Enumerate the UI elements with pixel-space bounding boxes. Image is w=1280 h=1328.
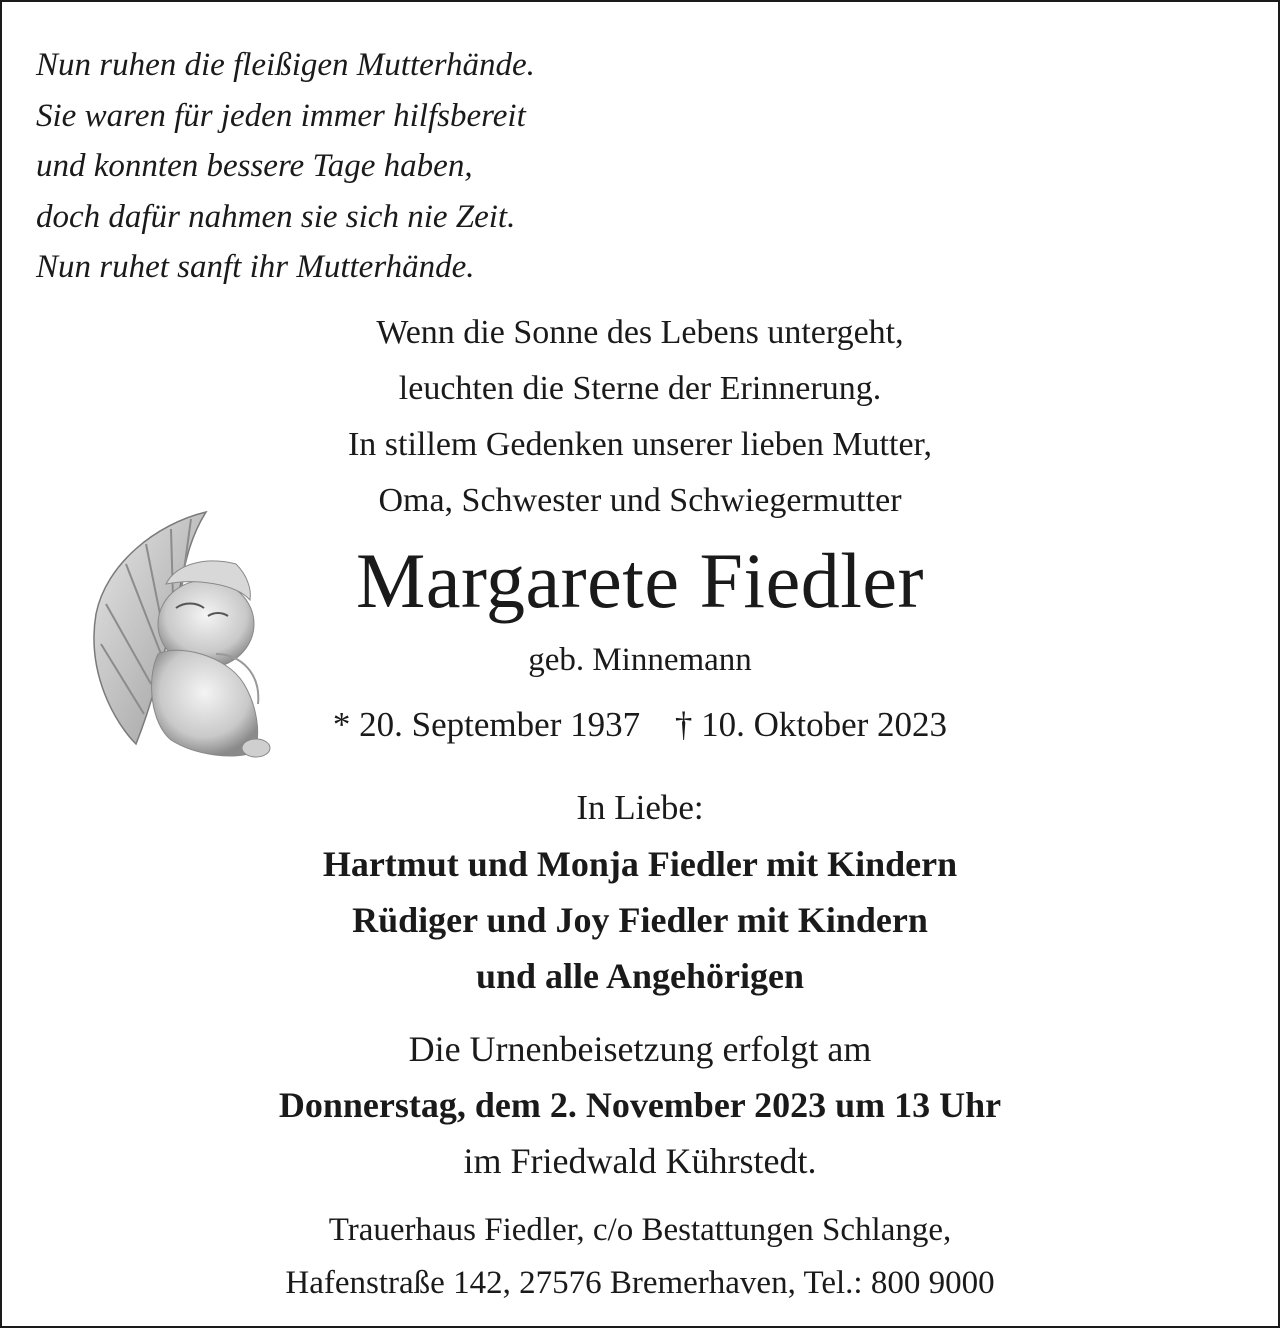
quote-line: Oma, Schwester und Schwiegermutter <box>378 482 902 519</box>
quote-line: Wenn die Sonne des Lebens untergeht, <box>376 314 904 351</box>
poem-line: Nun ruhen die fleißigen Mutterhände. <box>36 47 535 83</box>
contact-info <box>0 1204 1280 1310</box>
quote-line: leuchten die Sterne der Erinnerung. <box>398 370 882 407</box>
birth-name: geb. Minnemann <box>528 642 752 678</box>
life-dates <box>0 700 1280 750</box>
poem-line: Sie waren für jeden immer hilfsbereit <box>36 97 526 134</box>
burial-intro: Die Urnenbeisetzung erfolgt am <box>408 1029 872 1069</box>
mourner-line: Rüdiger und Joy Fiedler mit Kindern <box>352 900 928 940</box>
poem <box>36 40 535 293</box>
deceased-name: Margarete Fiedler <box>356 537 924 624</box>
quote-line: In stillem Gedenken unserer lieben Mutter, <box>347 426 932 463</box>
burial-location: im Friedwald Kührstedt. <box>463 1141 817 1181</box>
death-date: † 10. Oktober 2023 <box>674 705 948 744</box>
contact-line: Hafenstraße 142, 27576 Bremerhaven, Tel.: 800 9000 <box>285 1265 995 1301</box>
memorial-quote <box>0 305 1280 529</box>
mourners-list <box>0 836 1280 1004</box>
mourners-intro: In Liebe: <box>576 788 704 827</box>
birth-date: * 20. September 1937 <box>332 705 641 744</box>
mourner-line: und alle Angehörigen <box>475 956 805 996</box>
poem-line: doch dafür nahmen sie sich nie Zeit. <box>36 198 516 235</box>
poem-line: und konnten bessere Tage haben, <box>36 148 473 184</box>
burial-date: Donnerstag, dem 2. November 2023 um 13 Uhr <box>278 1085 1002 1125</box>
mourner-line: Hartmut und Monja Fiedler mit Kindern <box>322 844 958 884</box>
contact-line: Trauerhaus Fiedler, c/o Bestattungen Schlange, <box>328 1212 952 1248</box>
poem-line: Nun ruhet sanft ihr Mutterhände. <box>36 249 475 285</box>
